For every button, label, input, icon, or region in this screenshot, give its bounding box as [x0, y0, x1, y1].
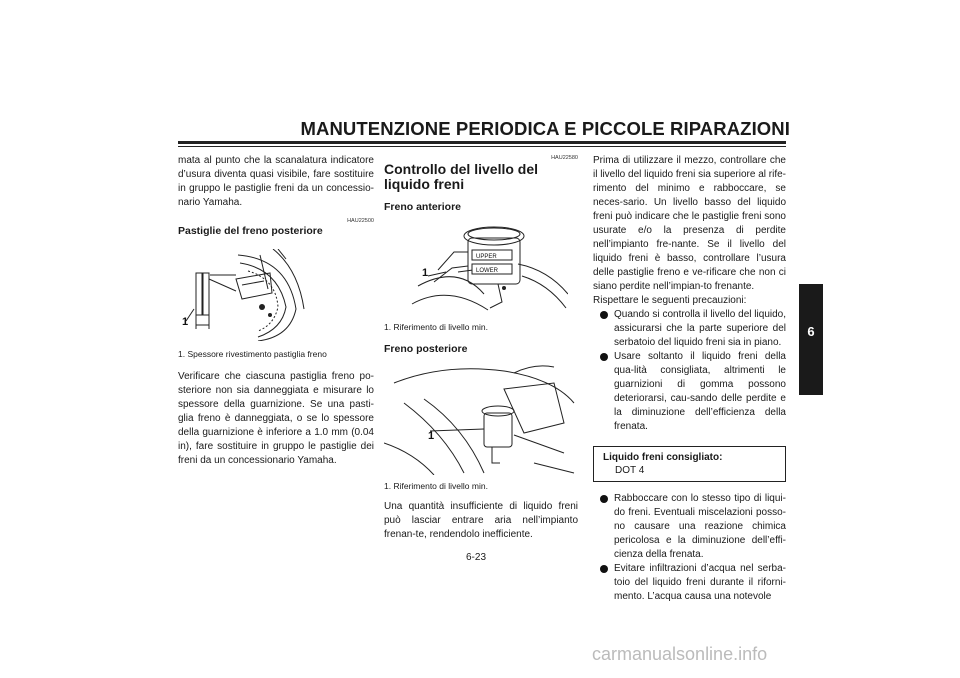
body-paragraph: Verificare che ciascuna pastiglia freno po-steriore non sia danneggiata e misurare lo spessore della guarnizione. Se una pasti-glia freno è danneggiata, o se lo spessore della guarnizione è inferiore a 1.0 mm (0.04 in), fare sostituire in gruppo le pastiglie dei freni da un concessionario Yamaha. — [178, 371, 374, 466]
front-reservoir-figure — [398, 224, 578, 320]
column-right — [593, 154, 786, 604]
chapter-tab — [799, 284, 823, 395]
section-heading-rear-pads: Pastiglie del freno posteriore — [178, 225, 323, 237]
subheading-rear-brake: Freno posteriore — [384, 343, 468, 355]
front-figure-callout: 1 — [422, 267, 429, 279]
watermark: carmanualsonline.info — [592, 644, 768, 664]
upper-level-label: UPPER — [476, 254, 497, 260]
body-paragraph: Una quantità insufficiente di liquido freni può lasciar entrare aria nell’impianto frenan-te, rendendolo inefficiente. — [384, 501, 578, 540]
figure-caption: 1. Spessore rivestimento pastiglia freno — [178, 349, 327, 359]
rear-brake-pad-figure — [178, 249, 374, 341]
bullet-icon — [600, 565, 608, 573]
section-heading-brake-fluid: Controllo del livello del liquido freni — [384, 161, 539, 192]
subheading-front-brake: Freno anteriore — [384, 201, 462, 213]
list-item: Usare soltanto il liquido freni della qua-lità consigliata, altrimenti le guarnizioni di gomma possono deteriorarsi, cau-sando delle perdite e la diminuzione dell’efficienza della frenata. — [593, 350, 786, 434]
front-figure-caption: 1. Riferimento di livello min. — [384, 322, 488, 332]
rear-figure-callout: 1 — [428, 430, 435, 442]
list-item: Quando si controlla il livello del liquido, assicurarsi che la parte superiore del serbatoio del liquido freni sia in piano. — [593, 308, 786, 350]
rear-figure-caption: 1. Riferimento di livello min. — [384, 481, 488, 491]
intro-paragraph: mata al punto che la scanalatura indicatore d’usura diventa quasi visibile, fare sostituire in gruppo le pastiglie freni da un concessio-nario Yamaha. — [178, 155, 374, 208]
column-middle — [384, 154, 578, 542]
section-code: HAU22580 — [551, 155, 578, 161]
bullet-list — [593, 308, 786, 434]
bullet-icon — [600, 495, 608, 503]
recommended-fluid-box — [593, 446, 786, 482]
bullet-icon — [600, 311, 608, 319]
bullet-list — [593, 492, 786, 604]
list-item: Evitare infiltrazioni d’acqua nel serba-toio del liquido freni durante il riforni-mento. L’acqua causa una notevole — [593, 562, 786, 604]
header-rule-thick — [178, 141, 786, 144]
page-number: 6-23 — [466, 552, 487, 563]
page-title: MANUTENZIONE PERIODICA E PICCOLE RIPARAZIONI — [300, 118, 790, 139]
intro-paragraph: Prima di utilizzare il mezzo, controllare che il livello del liquido freni sia superiore al rife-rimento del minimo e rabboccare, se neces-sario. Un livello basso del liquido freni può indicare che le pastiglie freni sono usurate e/o la presenza di perdite nell’impianto fre-nante. Se il livello del liquido freni è basso, controllare l’usura delle pastiglie freno e ve-rificare che non ci siano perdite nell’impian-to frenante. — [593, 155, 786, 292]
header-rule-thin — [178, 146, 786, 147]
chapter-tab-number: 6 — [807, 324, 815, 339]
lower-level-label: LOWER — [476, 268, 499, 274]
section-code: HAU22500 — [347, 218, 374, 224]
bullet-icon — [600, 353, 608, 361]
column-left — [178, 154, 374, 468]
precautions-line: Rispettare le seguenti precauzioni: — [593, 295, 747, 306]
recommended-fluid-label: Liquido freni consigliato: — [603, 452, 723, 463]
figure-callout: 1 — [182, 316, 189, 328]
rear-reservoir-figure — [384, 363, 578, 475]
list-item: Rabboccare con lo stesso tipo di liqui-do freni. Eventuali miscelazioni posso-no causare una reazione chimica pericolosa e la diminuzione dell’effi-cienza della frenata. — [593, 492, 786, 562]
recommended-fluid-value: DOT 4 — [615, 465, 645, 476]
